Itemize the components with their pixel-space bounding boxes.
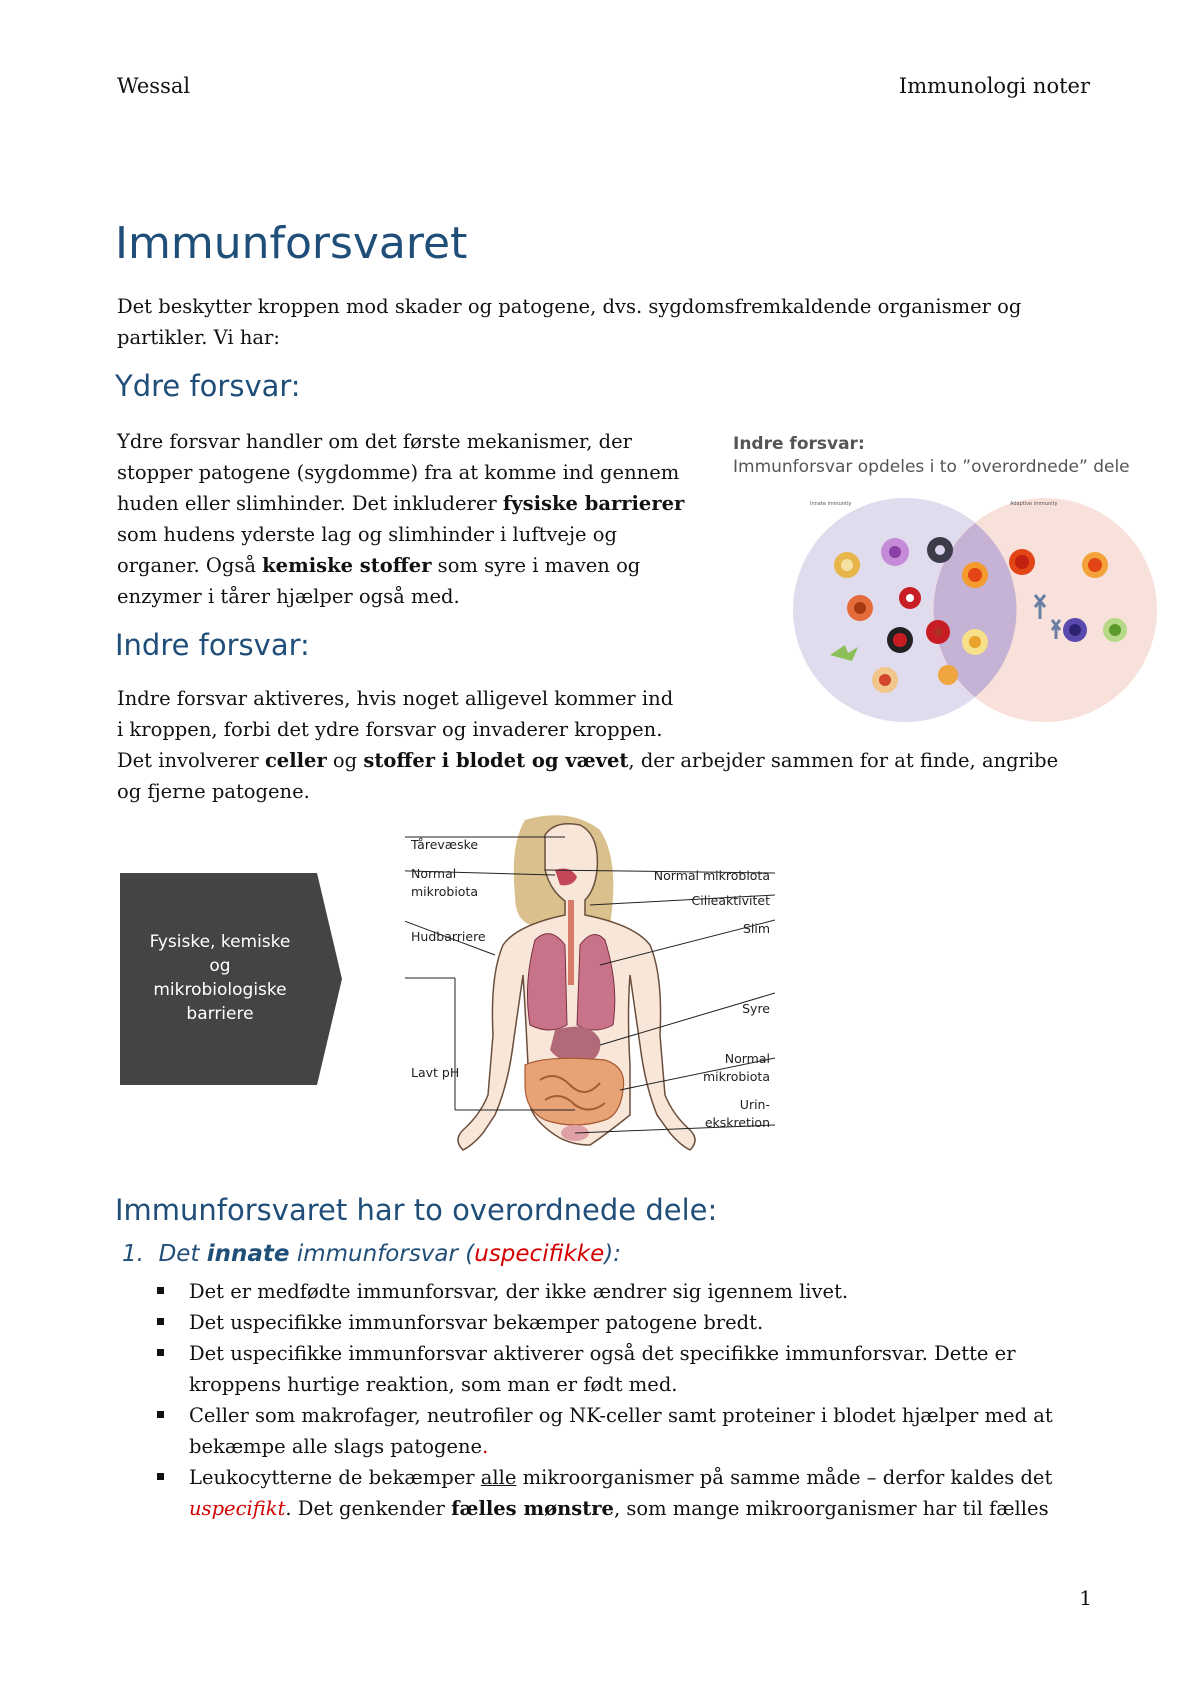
bullet-marker: [157, 1318, 164, 1325]
label-hudbarriere: Hudbarriere: [411, 929, 486, 944]
list-item: Celler som makrofager, neutrofiler og NK-celler samt proteiner i blodet hjælper med at bekæmpe alle slags patogene.: [189, 1400, 1089, 1462]
page-number: 1: [1079, 1586, 1092, 1610]
box-line: Fysiske, kemiske: [149, 932, 291, 952]
list-item: Det er medfødte immunforsvar, der ikke ændrer sig igennem livet.: [189, 1276, 1089, 1307]
label-syre: Syre: [742, 1001, 770, 1016]
box-line: og: [209, 956, 231, 976]
svg-text:Innate immunity: Innate immunity: [810, 501, 852, 507]
innate-bullet-list: [189, 1276, 1089, 1524]
header-left: Wessal: [117, 74, 191, 98]
label-cilieaktivitet: Cilieaktivitet: [691, 893, 770, 908]
figure1-title: Indre forsvar:: [733, 434, 865, 454]
ydre-paragraph: Ydre forsvar handler om det første mekanismer, der stopper patogene (sygdomme) fra at komme ind gennem huden eller slimhinder. Det inkluderer fysiske barrierer som hudens yderste lag og slimhinder i luftveje og organer. Også kemiske stoffer som syre i maven og enzymer i tårer hjælper også med.: [117, 430, 685, 608]
header-right: Immunologi noter: [898, 74, 1090, 98]
label-normal-mikrobiota-top: Normal mikrobiota: [653, 868, 770, 883]
list-item: Det uspecifikke immunforsvar bekæmper patogene bredt.: [189, 1307, 1089, 1338]
box-line: barriere: [186, 1004, 254, 1024]
indre-paragraph: Det involverer celler og stoffer i blodet og vævet, der arbejder sammen for at finde, angribe og fjerne patogene.: [117, 749, 1059, 803]
list-item: Det uspecifikke immunforsvar aktiverer også det specifikke immunforsvar. Dette er kroppens hurtige reaktion, som man er født med.: [189, 1338, 1089, 1400]
bullet-marker: [157, 1473, 164, 1480]
label-ekskretion: ekskretion: [704, 1115, 770, 1130]
svg-text:Adaptive immunity: Adaptive immunity: [1010, 501, 1058, 507]
list-item: Leukocytterne de bekæmper alle mikroorganismer på samme måde – derfor kaldes det uspecifikt. Det genkender fælles mønstre, som mange mikroorganismer har til fælles: [189, 1462, 1089, 1524]
bullet-marker: [157, 1349, 164, 1356]
label-urin: Urin-: [739, 1097, 770, 1112]
label-mikrobiota-right: mikrobiota: [702, 1069, 770, 1084]
ydre-heading: Ydre forsvar:: [115, 369, 301, 403]
immune-cells-venn-figure: [790, 490, 1180, 730]
label-mikrobiota-left: mikrobiota: [411, 884, 479, 899]
barrier-box-text: [120, 930, 320, 1026]
intro-paragraph: Det beskytter kroppen mod skader og patogene, dvs. sygdomsfremkaldende organismer og partikler. Vi har:: [117, 295, 1022, 349]
label-taarevaeske: Tårevæske: [411, 837, 479, 852]
page-title: Immunforsvaret: [115, 218, 468, 269]
label-lavt-ph: Lavt pH: [411, 1065, 460, 1080]
box-line: mikrobiologiske: [153, 980, 287, 1000]
indre-heading: Indre forsvar:: [115, 628, 310, 662]
bullet-marker: [157, 1411, 164, 1418]
label-normal-left: Normal: [411, 866, 457, 881]
section2-heading: Immunforsvaret har to overordnede dele:: [115, 1193, 718, 1227]
innate-item-heading: 1. Det innate immunforsvar (uspecifikke):: [122, 1241, 621, 1267]
label-slim: Slim: [742, 921, 770, 936]
indre-line2: i kroppen, forbi det ydre forsvar og invaderer kroppen.: [117, 718, 663, 741]
label-normal-right: Normal: [724, 1051, 770, 1066]
bullet-marker: [157, 1287, 164, 1294]
indre-line1: Indre forsvar aktiveres, hvis noget alligevel kommer ind: [117, 687, 674, 710]
figure1-subtitle: Immunforsvar opdeles i to ”overordnede” dele: [733, 457, 1130, 477]
